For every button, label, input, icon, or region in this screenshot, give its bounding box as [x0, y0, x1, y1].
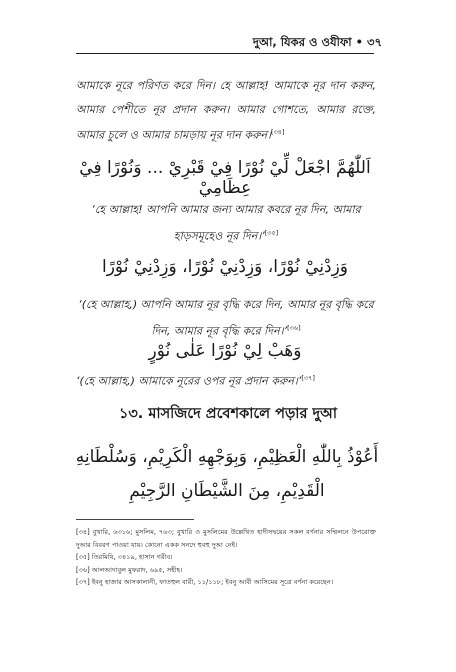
- page-number: ৩৭: [367, 35, 382, 49]
- footnotes: [76, 526, 376, 589]
- footnote-ref: [৩৪]: [271, 128, 285, 136]
- header-rule: [76, 53, 374, 54]
- footnote-37: [৩৭] ইবনু হাজার আসকালানী, ফাতহুল বারী, ১১/১১৮; ইবনু আবী আসিমের সূত্রে বর্ণনা করেছেন।: [76, 578, 334, 586]
- running-header: [253, 34, 382, 53]
- running-title: দুআ, যিকর ও ওযীফা: [252, 35, 352, 49]
- paragraph-text: ‘(হে আল্লাহ,) আপনি আমার নূর বৃদ্ধি করে দিন, আমার নূর বৃদ্ধি করে দিন, আমার নূর বৃদ্ধি করে দিন।’: [78, 298, 374, 338]
- paragraph-2: [76, 198, 376, 248]
- paragraph-text: আমাকে নূরে পরিণত করে দিন। হে আল্লাহ! আমাকে নূর দান করুন, আমার পেশীতে নূর প্রদান করুন। আমার গোশতে, আমার রক্তে, আমার চুলে ও আমার চামড়ায় নূর দান করুন।: [76, 79, 376, 142]
- section-heading: ১৩. মাসজিদে প্রবেশকালে পড়ার দুআ: [118, 406, 338, 422]
- footnote-ref: [৩৬]: [287, 323, 301, 332]
- arabic-dua-1: اَللّٰهُمَّ اجْعَلْ لِّيْ نُوْرًا فِيْ قَبْرِيْ ... وَنُوْرًا فِيْ عِظَامِيْ: [79, 158, 371, 198]
- footnote-rule: [76, 519, 194, 520]
- header-bullet: •: [355, 35, 364, 49]
- footnote-ref: [৩৫]: [264, 228, 279, 237]
- arabic-dua-3: وَهَبْ لِيْ نُوْرًا عَلٰى نُوْرٍ: [148, 341, 302, 361]
- footnote-36: [৩৬] আলআদাবুল মুফরাদ, ৬৯৫, সহীহ।: [76, 565, 183, 574]
- arabic-dua-4: أَعُوْذُ بِاللّٰهِ الْعَظِيْمِ، وَبِوَجْهِهِ الْكَرِيْمِ، وَسُلْطَانِهِ الْقَدِيْمِ، مِنَ الشَّيْطَانِ الرَّجِيْمِ: [75, 447, 379, 501]
- footnote-ref: [৩৭]: [301, 374, 315, 382]
- paragraph-1: [76, 74, 376, 147]
- paragraph-text: ‘(হে আল্লাহ,) আমাকে নূরের ওপর নূর প্রদান করুন।’: [76, 374, 302, 388]
- footnote-35: [৩৫] তিরমিযি, ৩৪১৯, হাসান গরীব।: [76, 553, 173, 561]
- paragraph-text: ‘হে আল্লাহ! আপনি আমার জন্য আমার কবরে নূর দিন, আমার হাড়সমূহেও নূর দিন।’: [91, 203, 361, 243]
- paragraph-4: [76, 367, 376, 393]
- arabic-dua-2: وَزِدْنِيْ نُوْرًا، وَزِدْنِيْ نُوْرًا، وَزِدْنِيْ نُوْرًا: [101, 257, 348, 277]
- footnote-34: [৩৪] বুখারি, ৬৩১৬; মুসলিম, ৭৬৩; বুখারি ও মুসলিমের উল্লেখিত হাদীসদ্বয়ের সকল বর্ণনার সম্মিলনে উপরোক্ত দুআর বিবরণ পাওয়া যায়। কোনো একক সনদে হুবহু দুআ নেই।: [76, 528, 376, 549]
- paragraph-3: [76, 293, 376, 343]
